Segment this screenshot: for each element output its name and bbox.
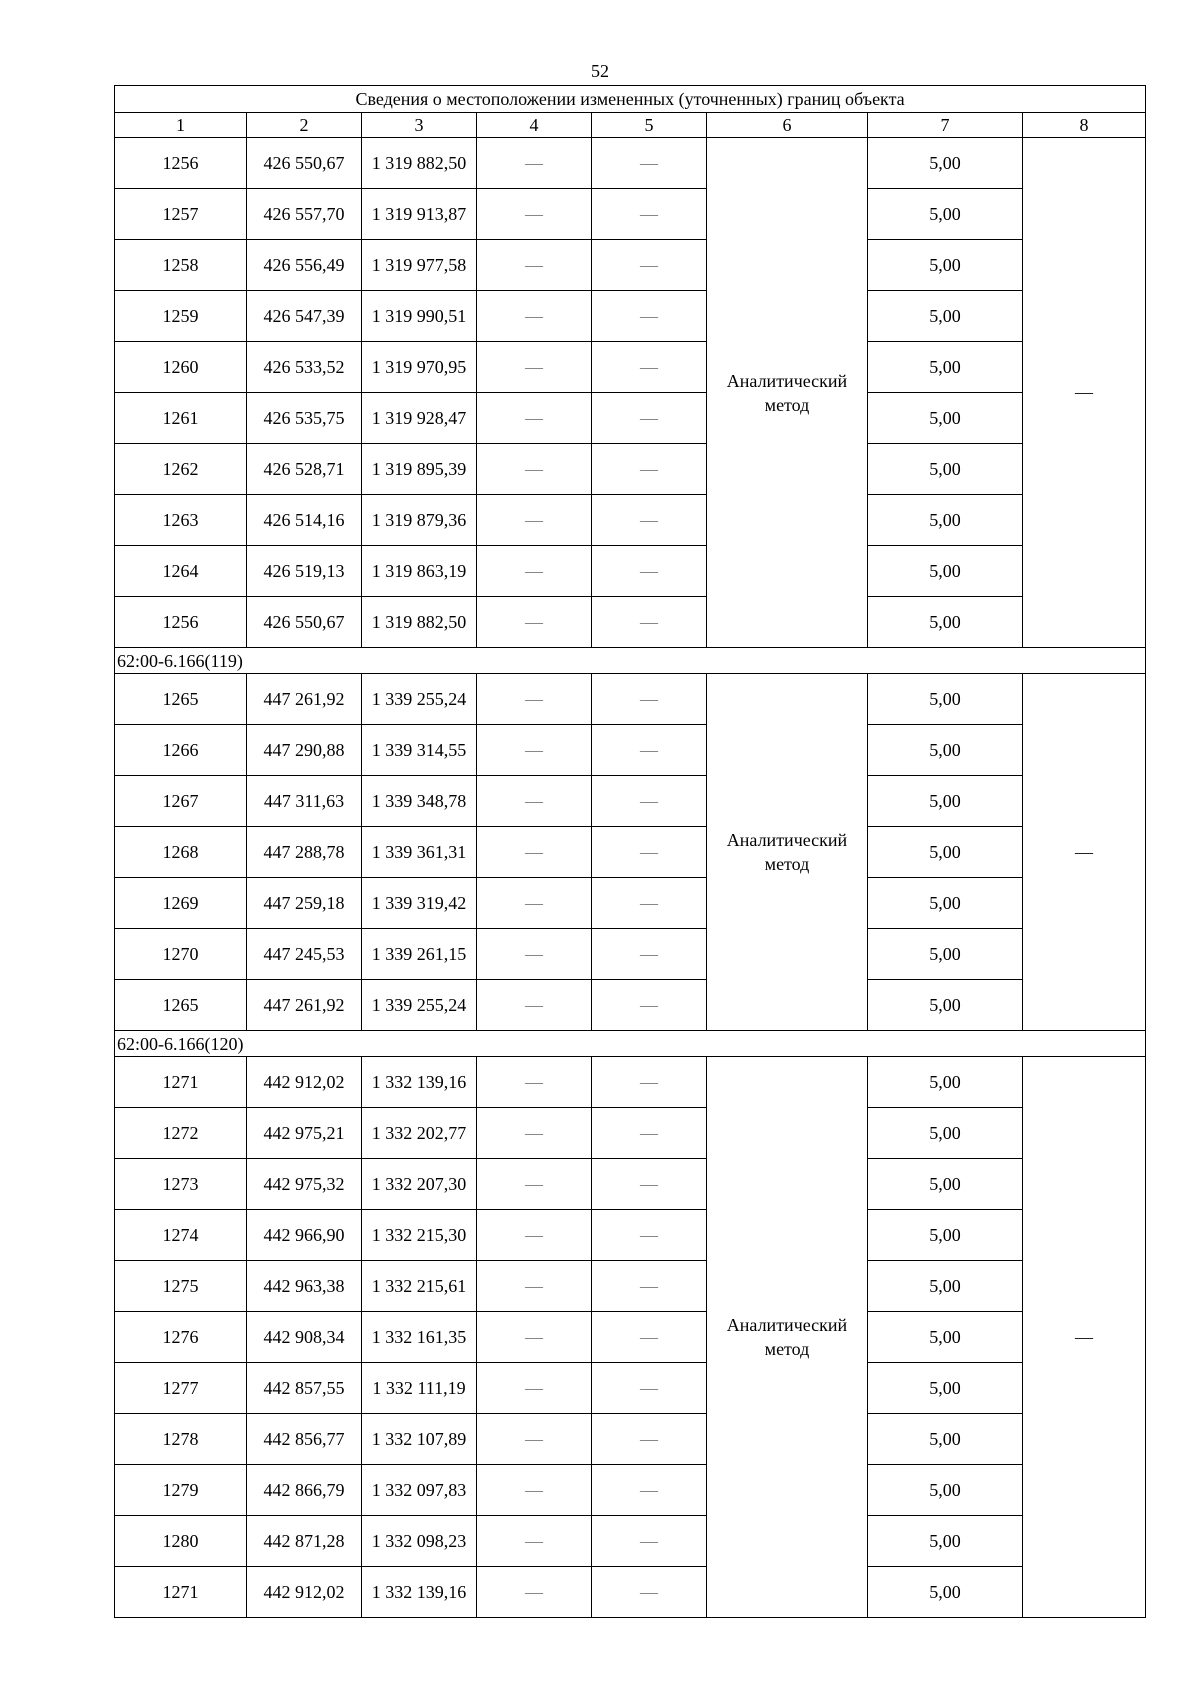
table-row (115, 189, 1146, 240)
table-row (115, 725, 1146, 776)
accuracy-value: 5,00 (868, 1465, 1023, 1516)
column-4-value: — (477, 674, 592, 725)
table-row (115, 980, 1146, 1031)
accuracy-value: 5,00 (868, 444, 1023, 495)
method-cell: Аналитический метод (707, 1057, 868, 1618)
coordinate-x: 447 261,92 (247, 980, 362, 1031)
coordinate-x: 442 856,77 (247, 1414, 362, 1465)
table-row (115, 1414, 1146, 1465)
accuracy-value: 5,00 (868, 1159, 1023, 1210)
column-4-value: — (477, 725, 592, 776)
accuracy-value: 5,00 (868, 1567, 1023, 1618)
table-row (115, 291, 1146, 342)
point-number: 1276 (115, 1312, 247, 1363)
column-8-value: — (1023, 674, 1146, 1031)
column-4-value: — (477, 1210, 592, 1261)
coordinate-y: 1 319 863,19 (362, 546, 477, 597)
column-8-value: — (1023, 138, 1146, 648)
accuracy-value: 5,00 (868, 1363, 1023, 1414)
column-4-value: — (477, 1567, 592, 1618)
column-5-value: — (592, 1159, 707, 1210)
coordinate-x: 447 245,53 (247, 929, 362, 980)
coordinate-y: 1 319 882,50 (362, 597, 477, 648)
coordinate-y: 1 319 913,87 (362, 189, 477, 240)
column-5-value: — (592, 776, 707, 827)
column-5-value: — (592, 444, 707, 495)
accuracy-value: 5,00 (868, 1261, 1023, 1312)
coordinate-y: 1 332 161,35 (362, 1312, 477, 1363)
accuracy-value: 5,00 (868, 1516, 1023, 1567)
column-5-value: — (592, 980, 707, 1031)
table-row (115, 495, 1146, 546)
table-row (115, 393, 1146, 444)
coordinate-y: 1 332 139,16 (362, 1567, 477, 1618)
column-5-value: — (592, 1567, 707, 1618)
column-4-value: — (477, 1057, 592, 1108)
column-5-value: — (592, 291, 707, 342)
table-row (115, 1312, 1146, 1363)
column-5-value: — (592, 240, 707, 291)
table-row (115, 1567, 1146, 1618)
coordinate-y: 1 332 139,16 (362, 1057, 477, 1108)
column-5-value: — (592, 1210, 707, 1261)
coordinate-y: 1 332 215,61 (362, 1261, 477, 1312)
point-number: 1256 (115, 597, 247, 648)
column-5-value: — (592, 674, 707, 725)
coordinate-x: 442 975,21 (247, 1108, 362, 1159)
method-cell: Аналитический метод (707, 138, 868, 648)
coordinate-x: 442 975,32 (247, 1159, 362, 1210)
method-cell: Аналитический метод (707, 674, 868, 1031)
point-number: 1270 (115, 929, 247, 980)
point-number: 1271 (115, 1057, 247, 1108)
accuracy-value: 5,00 (868, 1108, 1023, 1159)
coordinate-x: 426 547,39 (247, 291, 362, 342)
column-5-value: — (592, 1516, 707, 1567)
column-4-value: — (477, 776, 592, 827)
table-row (115, 444, 1146, 495)
table-title: Сведения о местоположении измененных (уточненных) границ объекта (115, 86, 1146, 113)
point-number: 1263 (115, 495, 247, 546)
table-row (115, 597, 1146, 648)
table-row (115, 1465, 1146, 1516)
column-4-value: — (477, 444, 592, 495)
table-row (115, 1108, 1146, 1159)
coordinate-y: 1 332 107,89 (362, 1414, 477, 1465)
column-number: 6 (707, 113, 868, 138)
accuracy-value: 5,00 (868, 342, 1023, 393)
point-number: 1264 (115, 546, 247, 597)
column-number: 3 (362, 113, 477, 138)
table-row (115, 1159, 1146, 1210)
accuracy-value: 5,00 (868, 1210, 1023, 1261)
table-row (115, 1516, 1146, 1567)
column-4-value: — (477, 495, 592, 546)
coordinate-y: 1 332 098,23 (362, 1516, 477, 1567)
point-number: 1266 (115, 725, 247, 776)
point-number: 1256 (115, 138, 247, 189)
point-number: 1265 (115, 674, 247, 725)
column-4-value: — (477, 189, 592, 240)
coordinate-x: 426 514,16 (247, 495, 362, 546)
coordinate-x: 447 259,18 (247, 878, 362, 929)
coordinate-x: 442 963,38 (247, 1261, 362, 1312)
section-header-row (115, 648, 1146, 674)
accuracy-value: 5,00 (868, 674, 1023, 725)
point-number: 1269 (115, 878, 247, 929)
coordinate-x: 442 866,79 (247, 1465, 362, 1516)
coordinate-y: 1 339 348,78 (362, 776, 477, 827)
accuracy-value: 5,00 (868, 138, 1023, 189)
point-number: 1272 (115, 1108, 247, 1159)
column-5-value: — (592, 1363, 707, 1414)
coordinate-x: 442 857,55 (247, 1363, 362, 1414)
column-4-value: — (477, 1108, 592, 1159)
column-5-value: — (592, 189, 707, 240)
accuracy-value: 5,00 (868, 1057, 1023, 1108)
column-5-value: — (592, 342, 707, 393)
column-4-value: — (477, 546, 592, 597)
coordinate-y: 1 339 314,55 (362, 725, 477, 776)
boundary-coordinates-table (114, 85, 1146, 1618)
table-row (115, 878, 1146, 929)
column-4-value: — (477, 138, 592, 189)
column-number: 8 (1023, 113, 1146, 138)
accuracy-value: 5,00 (868, 1312, 1023, 1363)
point-number: 1262 (115, 444, 247, 495)
point-number: 1268 (115, 827, 247, 878)
coordinate-y: 1 339 255,24 (362, 980, 477, 1031)
coordinate-y: 1 332 215,30 (362, 1210, 477, 1261)
table-row (115, 138, 1146, 189)
column-5-value: — (592, 878, 707, 929)
table-row (115, 1261, 1146, 1312)
point-number: 1265 (115, 980, 247, 1031)
point-number: 1261 (115, 393, 247, 444)
column-4-value: — (477, 1465, 592, 1516)
column-5-value: — (592, 495, 707, 546)
section-cadastral-number: 62:00-6.166(119) (115, 648, 1146, 674)
coordinate-y: 1 332 111,19 (362, 1363, 477, 1414)
coordinate-y: 1 332 207,30 (362, 1159, 477, 1210)
coordinate-x: 426 533,52 (247, 342, 362, 393)
coordinate-y: 1 319 879,36 (362, 495, 477, 546)
column-5-value: — (592, 725, 707, 776)
coordinate-y: 1 319 882,50 (362, 138, 477, 189)
coordinate-x: 426 556,49 (247, 240, 362, 291)
coordinate-y: 1 319 977,58 (362, 240, 477, 291)
point-number: 1271 (115, 1567, 247, 1618)
column-number-row (115, 113, 1146, 138)
accuracy-value: 5,00 (868, 1414, 1023, 1465)
table-row (115, 1363, 1146, 1414)
coordinate-y: 1 339 361,31 (362, 827, 477, 878)
coordinate-y: 1 339 319,42 (362, 878, 477, 929)
coordinate-x: 426 557,70 (247, 189, 362, 240)
accuracy-value: 5,00 (868, 393, 1023, 444)
table-row (115, 240, 1146, 291)
column-5-value: — (592, 827, 707, 878)
accuracy-value: 5,00 (868, 980, 1023, 1031)
accuracy-value: 5,00 (868, 827, 1023, 878)
accuracy-value: 5,00 (868, 929, 1023, 980)
coordinate-y: 1 332 097,83 (362, 1465, 477, 1516)
coordinate-x: 426 528,71 (247, 444, 362, 495)
point-number: 1273 (115, 1159, 247, 1210)
column-5-value: — (592, 1057, 707, 1108)
accuracy-value: 5,00 (868, 776, 1023, 827)
point-number: 1267 (115, 776, 247, 827)
accuracy-value: 5,00 (868, 546, 1023, 597)
point-number: 1258 (115, 240, 247, 291)
coordinate-x: 447 311,63 (247, 776, 362, 827)
coordinate-x: 442 908,34 (247, 1312, 362, 1363)
table-row (115, 1057, 1146, 1108)
point-number: 1278 (115, 1414, 247, 1465)
column-4-value: — (477, 980, 592, 1031)
accuracy-value: 5,00 (868, 240, 1023, 291)
column-5-value: — (592, 597, 707, 648)
column-4-value: — (477, 342, 592, 393)
coordinate-y: 1 339 261,15 (362, 929, 477, 980)
column-4-value: — (477, 1312, 592, 1363)
column-4-value: — (477, 291, 592, 342)
column-4-value: — (477, 929, 592, 980)
point-number: 1260 (115, 342, 247, 393)
point-number: 1275 (115, 1261, 247, 1312)
column-8-value: — (1023, 1057, 1146, 1618)
coordinate-x: 426 519,13 (247, 546, 362, 597)
accuracy-value: 5,00 (868, 189, 1023, 240)
column-5-value: — (592, 393, 707, 444)
table-row (115, 776, 1146, 827)
column-5-value: — (592, 1312, 707, 1363)
coordinate-y: 1 319 895,39 (362, 444, 477, 495)
column-4-value: — (477, 1363, 592, 1414)
column-number: 7 (868, 113, 1023, 138)
column-4-value: — (477, 597, 592, 648)
column-number: 5 (592, 113, 707, 138)
column-number: 4 (477, 113, 592, 138)
point-number: 1280 (115, 1516, 247, 1567)
column-4-value: — (477, 240, 592, 291)
accuracy-value: 5,00 (868, 878, 1023, 929)
table-row (115, 929, 1146, 980)
coordinate-y: 1 332 202,77 (362, 1108, 477, 1159)
column-5-value: — (592, 929, 707, 980)
accuracy-value: 5,00 (868, 495, 1023, 546)
column-5-value: — (592, 1108, 707, 1159)
table-row (115, 674, 1146, 725)
coordinate-y: 1 339 255,24 (362, 674, 477, 725)
point-number: 1259 (115, 291, 247, 342)
coordinate-y: 1 319 928,47 (362, 393, 477, 444)
section-header-row (115, 1031, 1146, 1057)
table-row (115, 1210, 1146, 1261)
column-number: 1 (115, 113, 247, 138)
section-cadastral-number: 62:00-6.166(120) (115, 1031, 1146, 1057)
column-4-value: — (477, 1261, 592, 1312)
column-4-value: — (477, 1414, 592, 1465)
column-4-value: — (477, 1516, 592, 1567)
column-4-value: — (477, 878, 592, 929)
column-4-value: — (477, 393, 592, 444)
point-number: 1279 (115, 1465, 247, 1516)
table-title-row (115, 86, 1146, 113)
accuracy-value: 5,00 (868, 725, 1023, 776)
column-5-value: — (592, 1465, 707, 1516)
coordinate-x: 442 871,28 (247, 1516, 362, 1567)
coordinate-x: 426 550,67 (247, 138, 362, 189)
coordinate-x: 442 912,02 (247, 1567, 362, 1618)
column-4-value: — (477, 1159, 592, 1210)
coordinate-y: 1 319 970,95 (362, 342, 477, 393)
column-5-value: — (592, 138, 707, 189)
column-number: 2 (247, 113, 362, 138)
coordinate-x: 447 288,78 (247, 827, 362, 878)
coordinate-x: 447 290,88 (247, 725, 362, 776)
table-row (115, 827, 1146, 878)
accuracy-value: 5,00 (868, 597, 1023, 648)
column-5-value: — (592, 546, 707, 597)
page-number: 52 (591, 61, 609, 81)
point-number: 1274 (115, 1210, 247, 1261)
table-row (115, 546, 1146, 597)
coordinate-x: 426 550,67 (247, 597, 362, 648)
coordinate-x: 426 535,75 (247, 393, 362, 444)
table-body (115, 86, 1146, 1618)
table-row (115, 342, 1146, 393)
column-5-value: — (592, 1414, 707, 1465)
coordinate-x: 447 261,92 (247, 674, 362, 725)
coordinate-x: 442 966,90 (247, 1210, 362, 1261)
accuracy-value: 5,00 (868, 291, 1023, 342)
coordinate-y: 1 319 990,51 (362, 291, 477, 342)
column-5-value: — (592, 1261, 707, 1312)
column-4-value: — (477, 827, 592, 878)
coordinate-x: 442 912,02 (247, 1057, 362, 1108)
point-number: 1277 (115, 1363, 247, 1414)
point-number: 1257 (115, 189, 247, 240)
